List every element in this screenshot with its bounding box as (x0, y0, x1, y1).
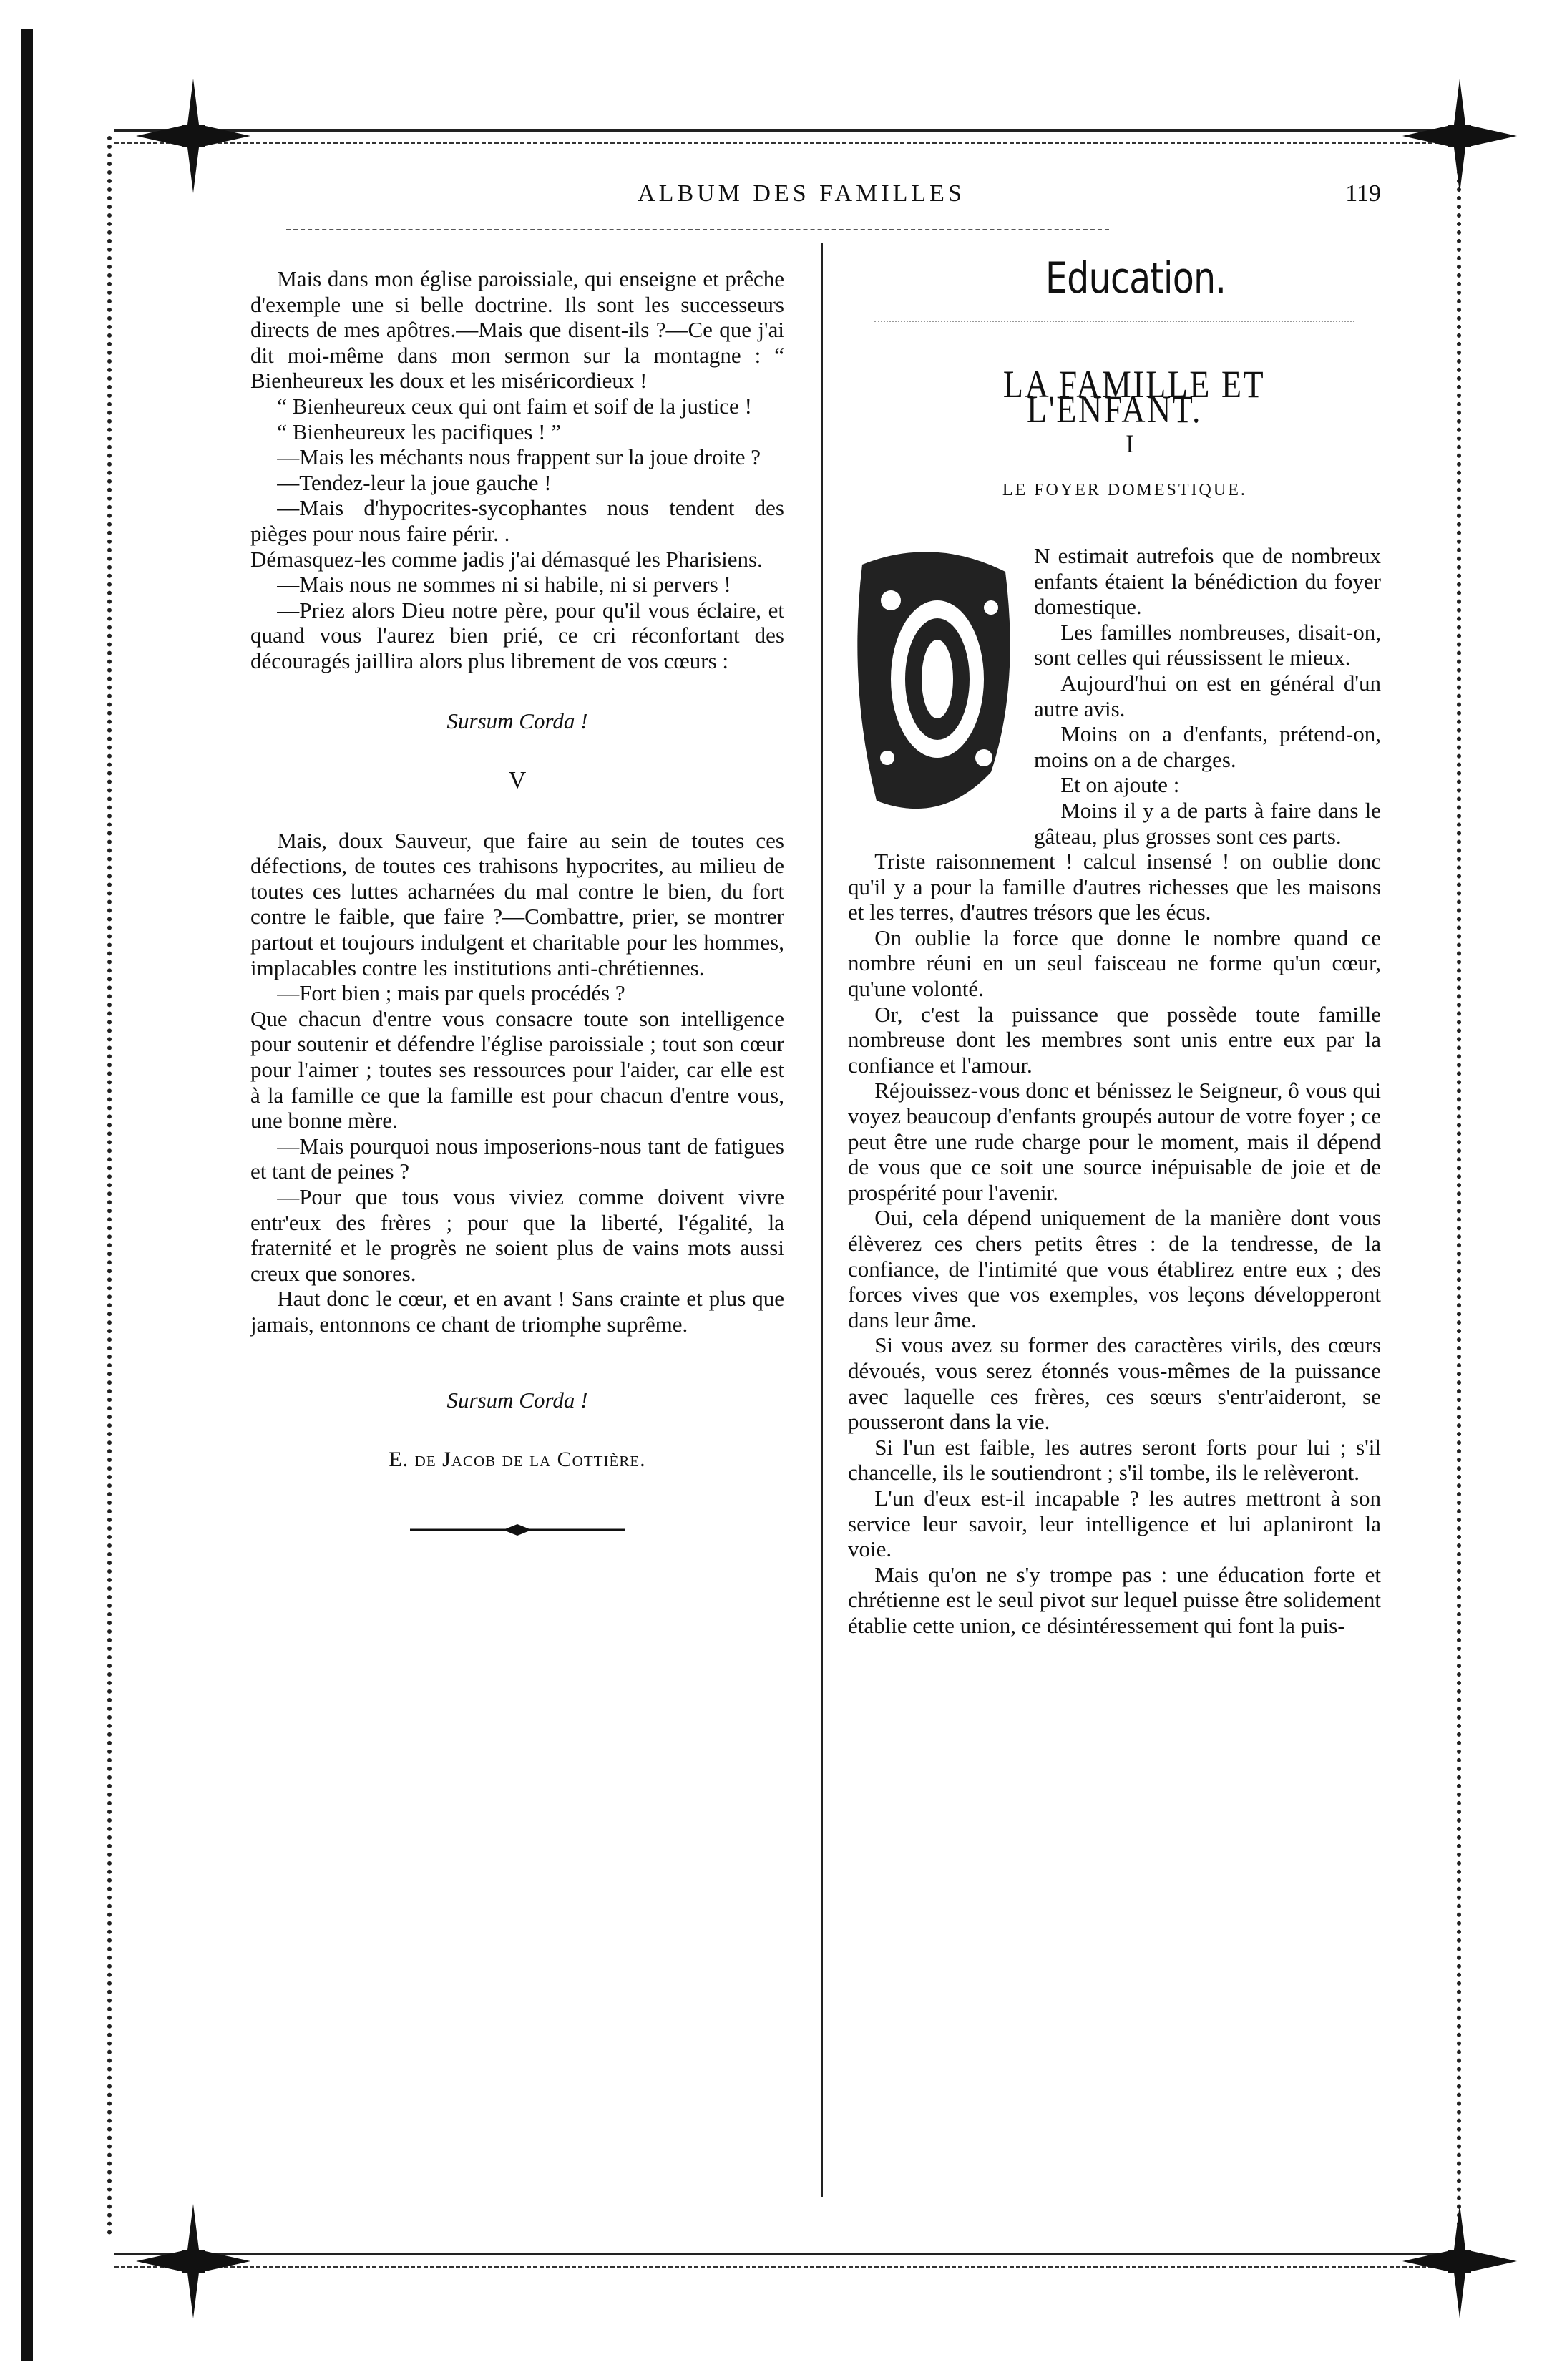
paragraph: Oui, cela dépend uniquement de la manière dont vous élèverez ces chers petits êtres : de la tendresse, de la confiance, de l'intimité que vous établirez entre eux ; des forces vives que vos exemples, vos leçons développeront dans leur âme. (848, 1205, 1381, 1332)
article-title: LA FAMILLE ET L'ENFANT. (1002, 362, 1266, 431)
bottom-ornamental-rail (114, 2253, 1445, 2268)
paragraph: Réjouissez-vous donc et bénissez le Seigneur, ô vous qui voyez beaucoup d'enfants groupés autour de votre foyer ; ce peut être une rude charge pour le moment, mais il dépend de vous que ce soit une source inépuisable de joie et de prospérité pour l'avenir. (848, 1078, 1381, 1205)
paragraph: Démasquez-les comme jadis j'ai démasqué les Pharisiens. (250, 546, 763, 572)
corner-ornament-top-right-icon (1402, 79, 1517, 193)
corner-ornament-bottom-right-icon (1402, 2204, 1517, 2318)
paragraph: Mais qu'on ne s'y trompe pas : une éducation forte et chrétienne est le seul pivot sur lequel puisse être solidement établie cette union, ce désintéressement qui font la puis- (848, 1561, 1381, 1638)
corner-ornament-bottom-left-icon (136, 2204, 250, 2318)
corner-ornament-top-left-icon (136, 79, 250, 193)
paragraph: —Mais les méchants nous frappent sur la joue droite ? (277, 444, 761, 470)
paragraph: Aujourd'hui on est en général d'un autre avis. (1034, 670, 1381, 721)
left-column (250, 266, 784, 1537)
paragraph: —Pour que tous vous viviez comme doivent vivre entr'eux des frères ; pour que la liberté, l'égalité, la fraternité et le progrès ne soient plus de vains mots aussi creux que sonores. (250, 1184, 784, 1286)
column-divider (821, 243, 823, 2197)
paragraph: Haut donc le cœur, et en avant ! Sans crainte et plus que jamais, entonnons ce chant de triomphe suprême. (250, 1286, 784, 1337)
paragraph: Que chacun d'entre vous consacre toute son intelligence pour soutenir et défendre l'église paroissiale ; tout son cœur pour l'aimer ; toutes ses ressources pour l'aider, car elle est à la famille ce que la famille est pour chacun d'entre vous, une bonne mère. (250, 1005, 784, 1133)
paragraph: “ Bienheureux ceux qui ont faim et soif de la justice ! (277, 393, 752, 419)
paragraph: —Tendez-leur la joue gauche ! (277, 469, 552, 495)
paragraph: —Mais d'hypocrites-sycophantes nous tendent des pièges pour nous faire périr. . (250, 495, 784, 546)
paragraph: Mais, doux Sauveur, que faire au sein de toutes ces défections, de toutes ces trahisons hypocrites, au milieu de toutes ces luttes acharnées du mal contre le bien, du fort contre le faible, que faire ?—Combattre, prier, se montrer partout et toujours indulgent et charitable pour les hommes, implacables contre les institutions anti-chrétiennes. (250, 827, 784, 980)
paragraph: Triste raisonnement ! calcul insensé ! on oublie donc qu'il y a pour la famille d'autres richesses que les maisons et les terres, d'autres trésors que les écus. (848, 849, 1381, 925)
opening-paragraph: N estimait autrefois que de nombreux enfants étaient la bénédiction du foyer domestique. (1034, 542, 1381, 620)
paragraph: Si vous avez su former des caractères virils, des cœurs dévoués, vous serez étonnés vous-mêmes de la puissance avec laquelle ces frères, ces sœurs s'entr'aideront, se pousseront dans la vie. (848, 1332, 1381, 1435)
paragraph: Or, c'est la puissance que possède toute famille nombreuse dont les membres sont unis entre eux par la confiance et l'amour. (848, 1001, 1381, 1078)
paragraph: Moins il y a de parts à faire dans le gâteau, plus grosses sont ces parts. (1034, 797, 1381, 849)
paragraph: Moins on a d'enfants, prétend-on, moins on a de charges. (1034, 721, 1381, 772)
paragraph: —Fort bien ; mais par quels procédés ? (277, 980, 625, 1006)
page-number: 119 (1345, 180, 1381, 207)
paragraph: L'un d'eux est-il incapable ? les autres mettront à son service leur savoir, leur intelligence et lui aplaniront la voie. (848, 1485, 1381, 1562)
paragraph: On oublie la force que donne le nombre quand ce nombre réuni en un seul faisceau ne forme qu'un cœur, qu'une volonté. (848, 925, 1381, 1002)
motto: Sursum Corda ! (446, 1387, 588, 1413)
paragraph: Si l'un est faible, les autres seront forts pour lui ; s'il chancelle, ils le soutiendront ; s'il tombe, ils le relèveront. (848, 1434, 1381, 1486)
scan-edge-bar (21, 29, 33, 2361)
paragraph: “ Bienheureux les pacifiques ! ” (277, 419, 561, 444)
running-header (193, 180, 1410, 216)
paragraph: Et on ajoute : (1060, 772, 1180, 798)
author-signature: E. de Jacob de la Cottière. (389, 1448, 646, 1472)
chapter-subtitle: LE FOYER DOMESTIQUE. (1002, 481, 1247, 500)
header-rule (286, 229, 1109, 230)
paragraph: Mais dans mon église paroissiale, qui enseigne et prêche d'exemple une si belle doctrine. Ils sont les successeurs directs de mes apôtres.—Mais que disent-ils ?—Ce que j'ai dit moi-même dans mon sermon sur la montagne : “ Bienheureux les doux et les miséricordieux ! (250, 266, 784, 394)
paragraph: —Mais nous ne sommes ni si habile, ni si pervers ! (277, 572, 731, 598)
paragraph: Les familles nombreuses, disait-on, sont celles qui réussissent le mieux. (1034, 619, 1381, 670)
chapter-number: I (1126, 429, 1135, 458)
paragraph: —Mais pourquoi nous imposerions-nous tant de fatigues et tant de peines ? (250, 1133, 784, 1184)
right-column (848, 253, 1381, 1639)
closing-ornament-rule-icon (410, 1523, 625, 1537)
ornamental-dropcap-icon (848, 543, 1027, 826)
motto: Sursum Corda ! (446, 708, 588, 733)
paragraph: —Priez alors Dieu notre père, pour qu'il vous éclaire, et quand vous l'aurez bien prié, ce cri réconfortant des découragés jaillira alors plus librement de vos cœurs : (250, 597, 784, 673)
section-heading: Education. (1045, 253, 1226, 303)
running-title: ALBUM DES FAMILLES (638, 180, 965, 207)
section-number: V (508, 767, 527, 794)
top-ornamental-rail (114, 129, 1445, 144)
